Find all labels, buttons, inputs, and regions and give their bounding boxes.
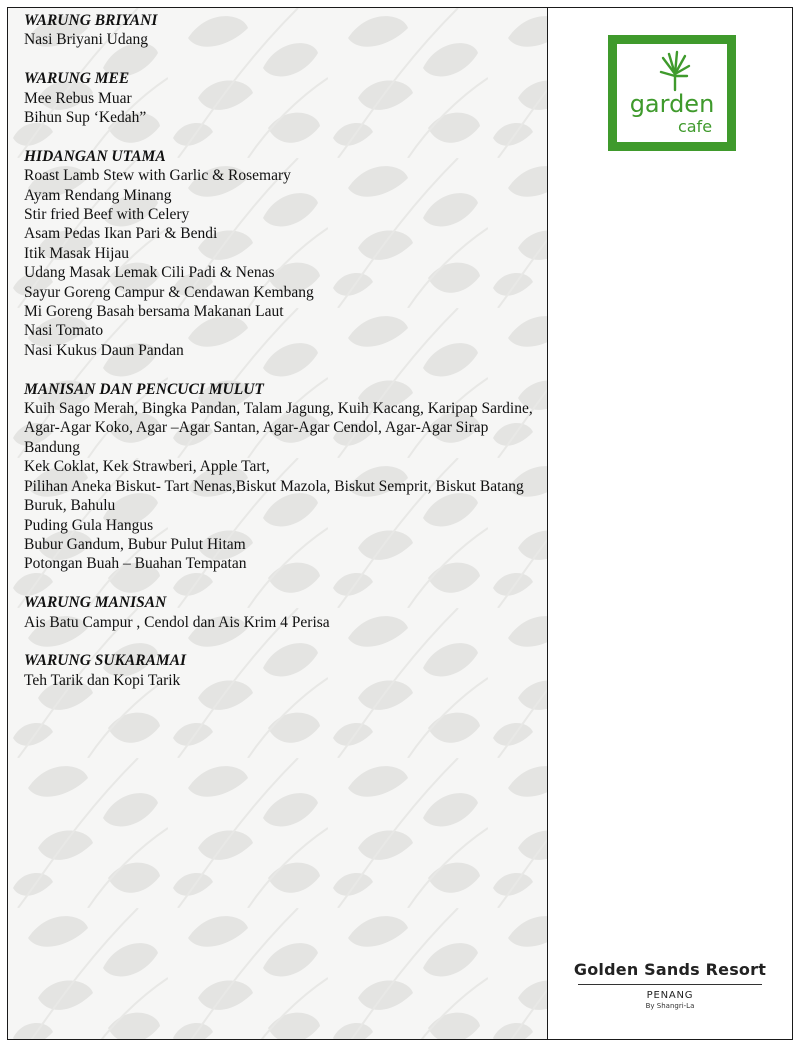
section-title: MANISAN DAN PENCUCI MULUT bbox=[24, 380, 264, 398]
menu-item: Nasi Tomato bbox=[24, 322, 104, 340]
section-title: WARUNG BRIYANI bbox=[24, 12, 158, 29]
menu-item: Bubur Gandum, Bubur Pulut Hitam bbox=[24, 535, 246, 553]
menu-item: Teh Tarik dan Kopi Tarik bbox=[24, 671, 181, 689]
section-title: WARUNG SUKARAMAI bbox=[24, 652, 187, 670]
menu-item: Itik Masak Hijau bbox=[24, 244, 130, 262]
resort-divider bbox=[578, 984, 762, 985]
resort-city: PENANG bbox=[646, 990, 694, 1001]
section-title: WARUNG MANISAN bbox=[24, 594, 167, 612]
menu-item: Roast Lamb Stew with Garlic & Rosemary bbox=[24, 167, 291, 185]
logo-word-cafe: cafe bbox=[677, 117, 713, 136]
resort-name: Golden Sands Resort bbox=[573, 960, 767, 979]
menu-section bbox=[24, 11, 547, 50]
menu-column bbox=[8, 8, 548, 1039]
menu-item: Udang Masak Lemak Cili Padi & Nenas bbox=[24, 264, 275, 282]
menu-item: Ayam Rendang Minang bbox=[24, 186, 172, 204]
logo-panel bbox=[617, 44, 727, 142]
menu-item: Ais Batu Campur , Cendol dan Ais Krim 4 Perisa bbox=[24, 613, 330, 631]
menu-item: Puding Gula Hangus bbox=[24, 516, 154, 534]
menu-section bbox=[24, 651, 547, 690]
menu-item: Kek Coklat, Kek Strawberi, Apple Tart, bbox=[24, 458, 270, 476]
menu-item: Kuih Sago Merah, Bingka Pandan, Talam Jagung, Kuih Kacang, Karipap Sardine, bbox=[24, 400, 533, 418]
menu-item: Agar-Agar Koko, Agar –Agar Santan, Agar-Agar Cendol, Agar-Agar Sirap Bandung bbox=[24, 419, 489, 456]
menu-item: Bihun Sup ‘Kedah” bbox=[24, 109, 147, 127]
logo-word-garden: garden bbox=[629, 90, 715, 118]
resort-branding bbox=[548, 960, 792, 1010]
menu-item: Mee Rebus Muar bbox=[24, 89, 132, 107]
menu-item: Potongan Buah – Buahan Tempatan bbox=[24, 555, 247, 573]
menu-section bbox=[24, 593, 547, 632]
menu-item: Mi Goreng Basah bersama Makanan Laut bbox=[24, 303, 284, 321]
menu-item: Nasi Briyani Udang bbox=[24, 31, 148, 49]
resort-by-line: By Shangri-La bbox=[645, 1002, 695, 1010]
menu-section bbox=[24, 380, 547, 574]
menu-item: Asam Pedas Ikan Pari & Bendi bbox=[24, 225, 218, 243]
menu-item: Stir fried Beef with Celery bbox=[24, 206, 190, 224]
menu-list bbox=[8, 8, 547, 690]
section-title: WARUNG MEE bbox=[24, 70, 130, 88]
menu-item: Sayur Goreng Campur & Cendawan Kembang bbox=[24, 283, 314, 301]
section-title: HIDANGAN UTAMA bbox=[24, 147, 166, 165]
garden-cafe-logo bbox=[608, 35, 736, 151]
menu-item: Nasi Kukus Daun Pandan bbox=[24, 341, 184, 359]
menu-page bbox=[7, 7, 793, 1040]
menu-section bbox=[24, 147, 547, 360]
side-column bbox=[548, 8, 792, 1039]
menu-section bbox=[24, 69, 547, 127]
menu-item: Pilihan Aneka Biskut- Tart Nenas,Biskut Mazola, Biskut Semprit, Biskut Batang Buruk, Bahulu bbox=[24, 477, 524, 515]
palm-icon bbox=[617, 44, 727, 142]
